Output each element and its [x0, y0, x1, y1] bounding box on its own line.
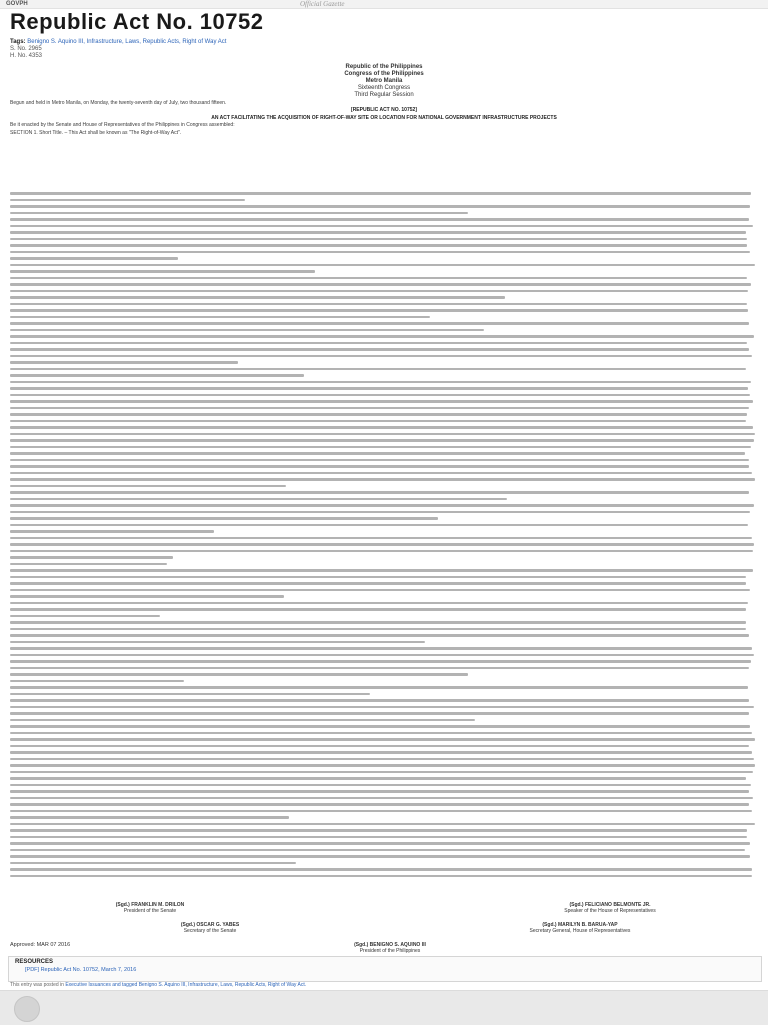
posted-links[interactable]: Executive Issuances and tagged Benigno S. Aquino III, Infrastructure, Laws, Republic Acts, Right of Way Act.	[65, 982, 307, 988]
bill-number: S. No. 2965	[10, 46, 42, 52]
resources-heading: RESOURCES	[15, 959, 54, 965]
republic-header	[10, 64, 758, 99]
posted-in-line	[10, 982, 306, 988]
enacting-clause: Be it enacted by the Senate and House of Representatives of the Philippines in Congress assembled:	[10, 122, 235, 129]
session-label: Third Regular Session	[354, 92, 414, 98]
masthead-logo[interactable]: Official Gazette	[300, 0, 345, 8]
signature-house-secretary: (Sgd.) MARILYN B. BARUA-YAP Secretary General, House of Representatives	[529, 922, 631, 934]
header-line-3: Metro Manila	[365, 78, 403, 84]
signature-senate-secretary: (Sgd.) OSCAR G. YABES Secretary of the Senate	[180, 922, 240, 934]
posted-prefix: This entry was posted in	[10, 982, 64, 988]
resource-pdf-link[interactable]: [PDF] Republic Act No. 10752, March 7, 2016	[25, 967, 137, 973]
header-line-1: Republic of the Philippines	[345, 64, 423, 70]
ra-label: [REPUBLIC ACT NO. 10752]	[351, 107, 417, 114]
top-bar	[0, 0, 768, 9]
approved-date: Approved: MAR 07 2016	[10, 942, 71, 948]
act-title: AN ACT FACILITATING THE ACQUISITION OF RIGHT-OF-WAY SITE OR LOCATION FOR NATIONAL GOVERNMENT INFRASTRUCTURE PROJECTS	[211, 114, 557, 121]
signature-house-speaker: (Sgd.) FELICIANO BELMONTE JR. Speaker of the House of Representatives	[564, 902, 656, 914]
header-line-2: Congress of the Philippines	[344, 71, 424, 77]
congress-label: Sixteenth Congress	[357, 85, 411, 91]
document-header	[10, 10, 758, 137]
resources-box	[8, 956, 762, 982]
begun-line: Begun and held in Metro Manila, on Monday, the twenty-seventh day of July, two thousand fifteen.	[10, 100, 227, 106]
body-text-line	[10, 873, 758, 880]
tags-label: Tags:	[10, 39, 26, 45]
section-1: SECTION 1. Short Title. – This Act shall be known as "The Right-of-Way Act".	[10, 129, 182, 136]
govph-link[interactable]: GOVPH	[6, 1, 28, 7]
signature-senate-president: (Sgd.) FRANKLIN M. DRILON President of the Senate	[115, 902, 185, 914]
page-title: Republic Act No. 10752	[10, 9, 264, 34]
government-seal-icon	[14, 996, 40, 1022]
site-footer	[0, 990, 768, 1025]
tags-links[interactable]: Benigno S. Aquino III, Infrastructure, Laws, Republic Acts, Right of Way Act	[27, 39, 227, 45]
tags-line	[10, 39, 758, 46]
house-bill-number: H. No. 4353	[10, 53, 43, 59]
act-body-text	[10, 190, 758, 895]
signature-president: (Sgd.) BENIGNO S. AQUINO III President of the Philippines	[354, 942, 426, 954]
signature-block	[10, 902, 758, 954]
